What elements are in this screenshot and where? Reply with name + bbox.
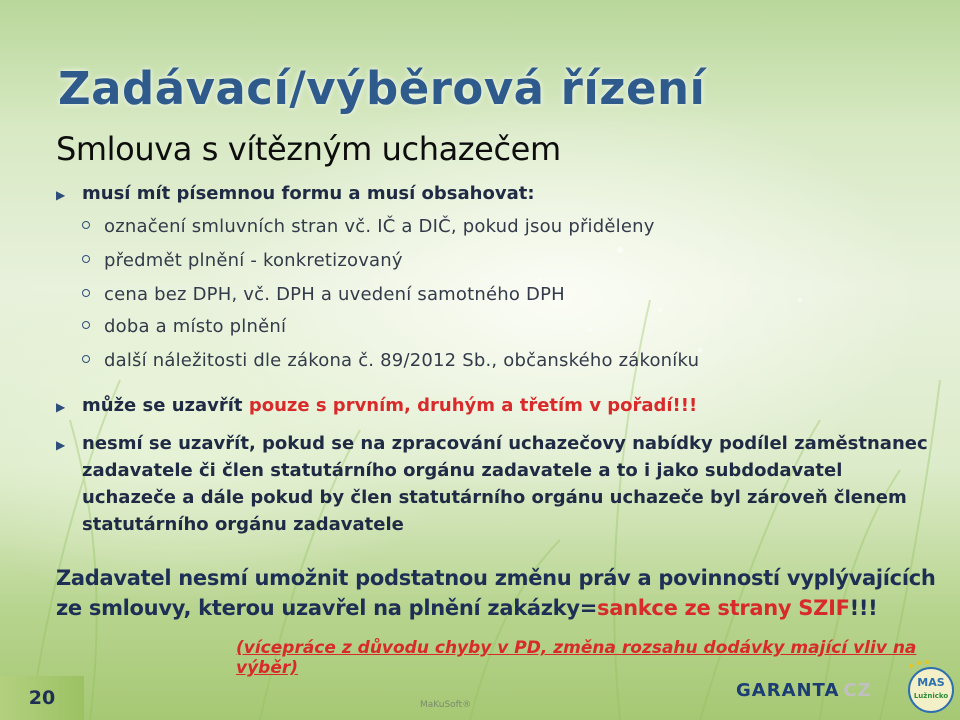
slide-title: Zadávací/výběrová řízení xyxy=(58,62,706,115)
bullet-highlight: pouze s prvním, druhým a třetím v pořadí!!! xyxy=(248,395,698,416)
footer-credit: MaKuSoft® xyxy=(420,700,472,710)
bullet-text: může se uzavřít xyxy=(82,395,249,416)
subitem-text: další náležitosti dle zákona č. 89/2012 Sb., občanského zákoníku xyxy=(104,350,700,371)
slide-subtitle: Smlouva s vítězným uchazečem xyxy=(56,130,561,168)
bullet-must-have xyxy=(56,180,920,209)
subitem-2 xyxy=(82,246,403,276)
subitem-text: cena bez DPH, vč. DPH a uvedení samotného DPH xyxy=(104,284,565,305)
final-tail: !!! xyxy=(849,596,878,620)
garanta-logo-cz: CZ xyxy=(843,680,872,701)
bullet-text: nesmí se uzavřít, pokud se na zpracování uchazečovy nabídky podílel zaměstnanec zadavatele či člen statutárního orgánu zadavatele a to i jako subdodavatel uchazeče a dále pokud by člen statutárního orgánu uchazeče byl zároveň členem statutárního orgánu zadavatele xyxy=(82,433,928,535)
mas-logo-text: MAS xyxy=(917,676,945,689)
bullet-must-not xyxy=(56,430,930,538)
ring-bullet-icon xyxy=(82,255,90,263)
ring-bullet-icon xyxy=(82,321,90,329)
subitem-4 xyxy=(82,312,286,342)
arrow-right-icon: ▶ xyxy=(56,188,66,202)
ring-bullet-icon xyxy=(82,289,90,297)
arrow-right-icon: ▶ xyxy=(56,438,66,452)
bullet-may-conclude xyxy=(56,392,920,421)
subitem-text: předmět plnění - konkretizovaný xyxy=(104,250,403,271)
subitem-text: označení smluvních stran vč. IČ a DIČ, pokud jsou přiděleny xyxy=(104,216,655,237)
bullet-text: musí mít písemnou formu a musí obsahovat: xyxy=(82,183,535,204)
ring-bullet-icon xyxy=(82,221,90,229)
mas-logo xyxy=(905,660,957,716)
final-text: Zadavatel nesmí umožnit podstatnou změnu práv a povinností vyplývajících ze smlouvy, kterou uzavřel na plnění zakázky= xyxy=(56,566,936,620)
note-text: (vícepráce z důvodu chyby v PD, změna rozsahu dodávky mající vliv na výběr) xyxy=(236,638,917,678)
ring-bullet-icon xyxy=(82,355,90,363)
subitem-3 xyxy=(82,280,565,310)
subitem-text: doba a místo plnění xyxy=(104,316,287,337)
garanta-logo xyxy=(736,680,872,701)
subitem-5 xyxy=(82,346,699,376)
garanta-logo-text: GARANTA xyxy=(736,680,840,701)
subitem-1 xyxy=(82,212,655,242)
mas-logo-sub: Lužnicko xyxy=(913,692,949,700)
arrow-right-icon: ▶ xyxy=(56,400,66,414)
final-highlight: sankce ze strany SZIF xyxy=(597,596,850,620)
final-statement xyxy=(56,563,946,623)
page-number: 20 xyxy=(0,676,84,720)
